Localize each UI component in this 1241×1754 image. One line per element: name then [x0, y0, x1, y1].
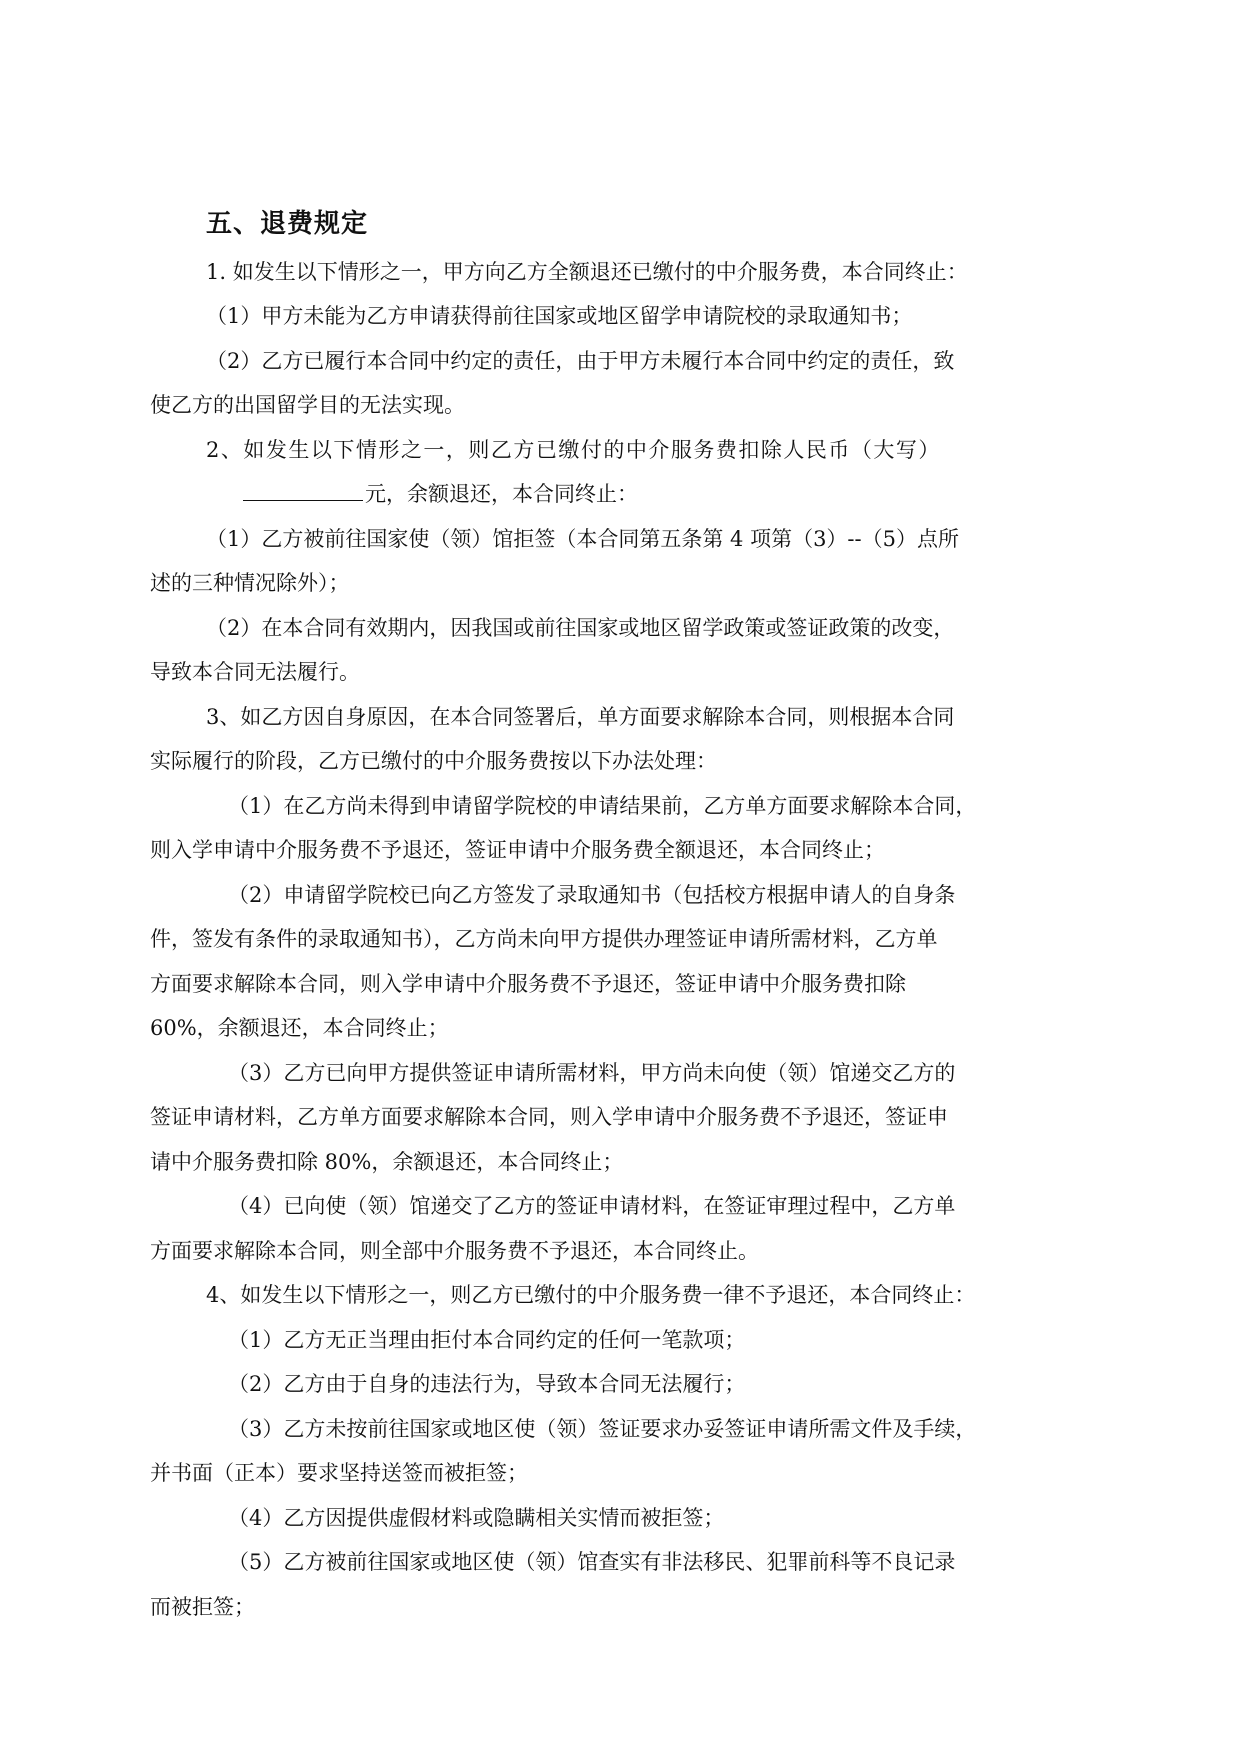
- section-title: 五、退费规定: [206, 209, 369, 239]
- clause-4-item-1: （1）乙方无正当理由拒付本合同约定的任何一笔款项；: [228, 1328, 746, 1352]
- clause-3-intro-line-2: 实际履行的阶段，乙方已缴付的中介服务费按以下办法处理：: [150, 749, 717, 773]
- clause-1-item-1: （1）甲方未能为乙方申请获得前往国家或地区留学申请院校的录取通知书；: [206, 304, 913, 328]
- clause-3-item-3-line-3: 请中介服务费扣除 80%，余额退还，本合同终止；: [150, 1150, 624, 1174]
- clause-4-item-5-line-1: （5）乙方被前往国家或地区使（领）馆查实有非法移民、犯罪前科等不良记录: [228, 1550, 956, 1574]
- amount-blank: [243, 480, 363, 501]
- clause-3-intro-line-1: 3、如乙方因自身原因，在本合同签署后，单方面要求解除本合同，则根据本合同: [206, 705, 955, 729]
- clause-1-intro: 1. 如发生以下情形之一，甲方向乙方全额退还已缴付的中介服务费，本合同终止：: [206, 260, 968, 284]
- clause-3-item-2-line-4: 60%，余额退还，本合同终止；: [150, 1016, 449, 1040]
- clause-3-item-1-line-2: 则入学申请中介服务费不予退还，签证申请中介服务费全额退还，本合同终止；: [150, 838, 885, 862]
- clause-4-item-3-line-1: （3）乙方未按前往国家或地区使（领）签证要求办妥签证申请所需文件及手续，: [228, 1417, 977, 1441]
- clause-3-item-2-line-3: 方面要求解除本合同，则入学申请中介服务费不予退还，签证申请中介服务费扣除: [150, 972, 906, 996]
- clause-2-item-1-line-2: 述的三种情况除外）；: [150, 571, 350, 595]
- clause-4-item-4: （4）乙方因提供虚假材料或隐瞒相关实情而被拒签；: [228, 1506, 725, 1530]
- clause-4-intro: 4、如发生以下情形之一，则乙方已缴付的中介服务费一律不予退还，本合同终止：: [206, 1283, 976, 1307]
- clause-2-item-1-line-1: （1）乙方被前往国家使（领）馆拒签（本合同第五条第 4 项第（3）--（5）点所: [206, 527, 959, 551]
- clause-3-item-1-line-1: （1）在乙方尚未得到申请留学院校的申请结果前，乙方单方面要求解除本合同，: [228, 794, 977, 818]
- clause-2-intro-line-2-text: 元，余额退还，本合同终止：: [365, 482, 638, 506]
- clause-1-item-2-line-2: 使乙方的出国留学目的无法实现。: [150, 393, 465, 417]
- clause-3-item-4-line-2: 方面要求解除本合同，则全部中介服务费不予退还，本合同终止。: [150, 1239, 759, 1263]
- clause-3-item-3-line-1: （3）乙方已向甲方提供签证申请所需材料，甲方尚未向使（领）馆递交乙方的: [228, 1061, 956, 1085]
- clause-2-intro-line-2: [243, 480, 638, 508]
- clause-4-item-3-line-2: 并书面（正本）要求坚持送签而被拒签；: [150, 1461, 528, 1485]
- clause-2-intro-line-1: 2、如发生以下情形之一，则乙方已缴付的中介服务费扣除人民币（大写）: [206, 438, 941, 462]
- clause-3-item-4-line-1: （4）已向使（领）馆递交了乙方的签证申请材料，在签证审理过程中，乙方单: [228, 1194, 956, 1218]
- clause-4-item-2: （2）乙方由于自身的违法行为，导致本合同无法履行；: [228, 1372, 746, 1396]
- clause-4-item-5-line-2: 而被拒签；: [150, 1595, 255, 1619]
- clause-2-item-2-line-1: （2）在本合同有效期内，因我国或前往国家或地区留学政策或签证政策的改变，: [206, 616, 955, 640]
- clause-3-item-2-line-2: 件，签发有条件的录取通知书），乙方尚未向甲方提供办理签证申请所需材料，乙方单: [150, 927, 938, 951]
- clause-2-item-2-line-2: 导致本合同无法履行。: [150, 660, 360, 684]
- clause-1-item-2-line-1: （2）乙方已履行本合同中约定的责任，由于甲方未履行本合同中约定的责任，致: [206, 349, 955, 373]
- clause-3-item-3-line-2: 签证申请材料，乙方单方面要求解除本合同，则入学申请中介服务费不予退还，签证申: [150, 1105, 948, 1129]
- clause-3-item-2-line-1: （2）申请留学院校已向乙方签发了录取通知书（包括校方根据申请人的自身条: [228, 883, 956, 907]
